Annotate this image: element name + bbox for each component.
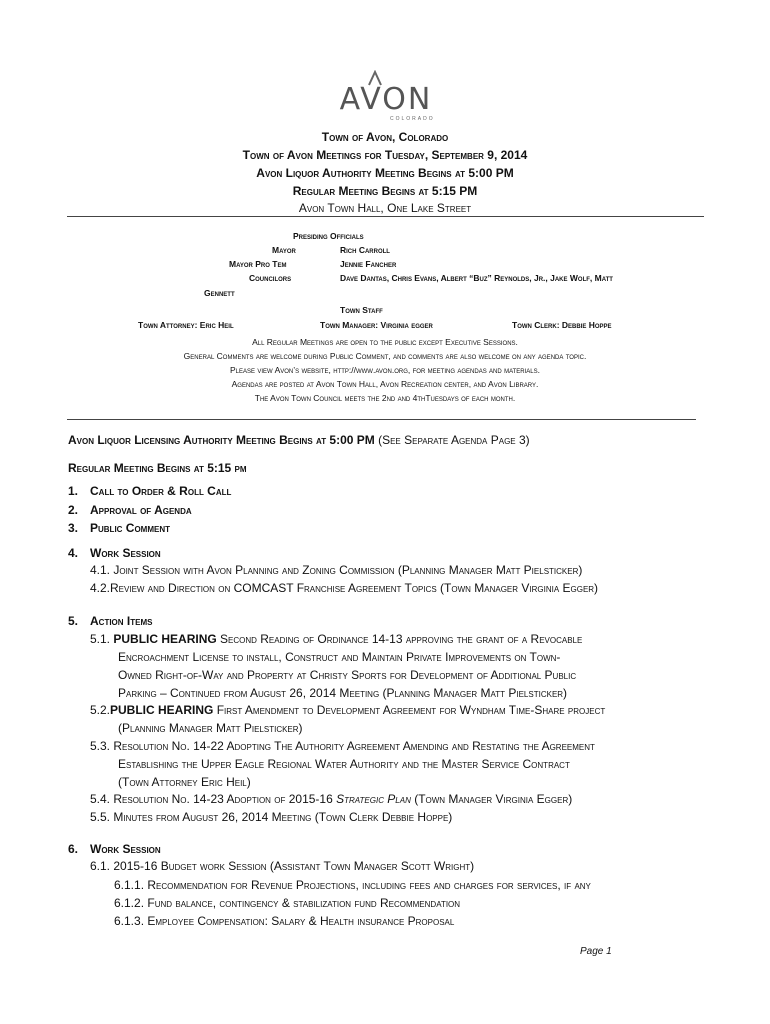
agenda-item-label: Work Session [90, 842, 161, 856]
liquor-heading-note: (See Separate Agenda Page 3) [374, 433, 530, 447]
action-item-number: 5.1. [90, 632, 114, 646]
action-item-continued: (Planning Manager Matt Pielsticker) [118, 721, 303, 735]
action-item-text: (Town Manager Virginia Egger) [410, 792, 573, 806]
notice-divider [67, 419, 696, 420]
header-liquor: Avon Liquor Authority Meeting Begins at 5:00 PM [256, 166, 514, 180]
logo-wordmark: AVON [339, 82, 433, 117]
notice-line: Agendas are posted at Avon Town Hall, Avon Recreation center, and Avon Library. [231, 379, 539, 389]
agenda-item [68, 484, 231, 498]
avon-logo [336, 70, 436, 126]
agenda-item-label: Public Comment [90, 521, 170, 535]
town-manager: Town Manager: Virginia egger [320, 320, 433, 330]
public-hearing-label: PUBLIC HEARING [113, 632, 217, 646]
budget-subitem: 6.1.2. Fund balance, contingency & stabilization fund Recommendation [114, 896, 461, 910]
budget-item: 6.1. 2015-16 Budget work Session (Assistant Town Manager Scott Wright) [90, 859, 475, 873]
notice-line: All Regular Meetings are open to the public except Executive Sessions. [252, 337, 518, 347]
action-item [90, 632, 582, 646]
action-item-continued: Parking – Continued from August 26, 2014 Meeting (Planning Manager Matt Pielsticker) [118, 686, 568, 700]
protem-label: Mayor Pro Tem [229, 259, 287, 269]
councilors-label: Councilors [249, 273, 292, 283]
action-item-number: 5.2. [90, 703, 111, 717]
action-item: 5.3. Resolution No. 14-22 Adopting The Authority Agreement Amending and Restating the Agreement [90, 739, 595, 753]
header-location: Avon Town Hall, One Lake Street [298, 201, 472, 215]
work-session-item: 4.1. Joint Session with Avon Planning and Zoning Commission (Planning Manager Matt Pielsticker) [90, 563, 583, 577]
action-item: 5.5. Minutes from August 26, 2014 Meeting (Town Clerk Debbie Hoppe) [90, 810, 453, 824]
councilors-names: Dave Dantas, Chris Evans, Albert “Buz” Reynolds, Jr., Jake Wolf, Matt [340, 273, 613, 283]
action-item-text: First Amendment to Development Agreement for Wyndham Time-Share project [213, 703, 606, 717]
action-item-continued: Establishing the Upper Eagle Regional Water Authority and the Master Service Contract [118, 757, 570, 771]
header-meetings: Town of Avon Meetings for Tuesday, September 9, 2014 [242, 148, 528, 162]
agenda-item-number: 5. [68, 614, 79, 628]
councilors-wrap: Gennett [204, 288, 235, 298]
mayor-name: Rich Carroll [340, 245, 390, 255]
action-item-text: Second Reading of Ordinance 14-13 approving the grant of a Revocable [216, 632, 583, 646]
agenda-item-number: 6. [68, 842, 79, 856]
town-attorney: Town Attorney: Eric Heil [138, 320, 234, 330]
agenda-item [68, 521, 170, 535]
header-regular: Regular Meeting Begins at 5:15 PM [292, 184, 478, 198]
strategic-plan-text: Strategic Plan [336, 792, 411, 806]
agenda-item-number: 3. [68, 521, 79, 535]
officials-title: Presiding Officials [293, 231, 364, 241]
budget-subitem: 6.1.3. Employee Compensation: Salary & Health insurance Proposal [114, 914, 455, 928]
mayor-label: Mayor [272, 245, 296, 255]
notice-line: General Comments are welcome during Public Comment, and comments are also welcome on any agenda topic. [183, 351, 587, 361]
action-item [90, 703, 605, 717]
action-item [90, 792, 572, 806]
agenda-item-number: 4. [68, 546, 79, 560]
action-item-text: 5.4. Resolution No. 14-23 Adoption of 2015-16 [90, 792, 337, 806]
public-hearing-label: PUBLIC HEARING [110, 703, 214, 717]
staff-title: Town Staff [340, 305, 383, 315]
budget-subitem: 6.1.1. Recommendation for Revenue Projections, including fees and charges for services, if any [114, 878, 591, 892]
work-session-heading [68, 842, 161, 856]
action-item-continued: (Town Attorney Eric Heil) [118, 775, 251, 789]
notice-line: Please view Avon’s website, http://www.avon.org, for meeting agendas and materials. [229, 365, 541, 375]
protem-name: Jennie Fancher [340, 259, 397, 269]
logo-subtitle: COLORADO [390, 116, 435, 122]
agenda-item [68, 503, 192, 517]
agenda-item-label: Action Items [90, 614, 153, 628]
agenda-item-label: Work Session [90, 546, 161, 560]
notice-line: The Avon Town Council meets the 2nd and 4thTuesdays of each month. [254, 393, 516, 403]
action-item-continued: Encroachment License to install, Construct and Maintain Private Improvements on Town- [118, 650, 561, 664]
action-item-continued: Owned Right-of-Way and Property at Christy Sports for Development of Additional Public [118, 668, 577, 682]
work-session-item: 4.2.Review and Direction on COMCAST Franchise Agreement Topics (Town Manager Virginia Egger) [90, 581, 599, 595]
agenda-item-number: 2. [68, 503, 79, 517]
agenda-item-label: Approval of Agenda [90, 503, 192, 517]
regular-heading: Regular Meeting Begins at 5:15 pm [68, 461, 247, 475]
page-number: Page 1 [580, 946, 612, 957]
agenda-item-label: Call to Order & Roll Call [90, 484, 232, 498]
header-town: Town of Avon, Colorado [321, 130, 449, 144]
header-divider [67, 216, 704, 217]
action-items-heading [68, 614, 152, 628]
liquor-heading-text: Avon Liquor Licensing Authority Meeting Begins at 5:00 PM [68, 433, 375, 447]
agenda-item-number: 1. [68, 484, 79, 498]
agenda-item [68, 546, 161, 560]
town-clerk: Town Clerk: Debbie Hoppe [512, 320, 612, 330]
liquor-heading [68, 433, 530, 447]
